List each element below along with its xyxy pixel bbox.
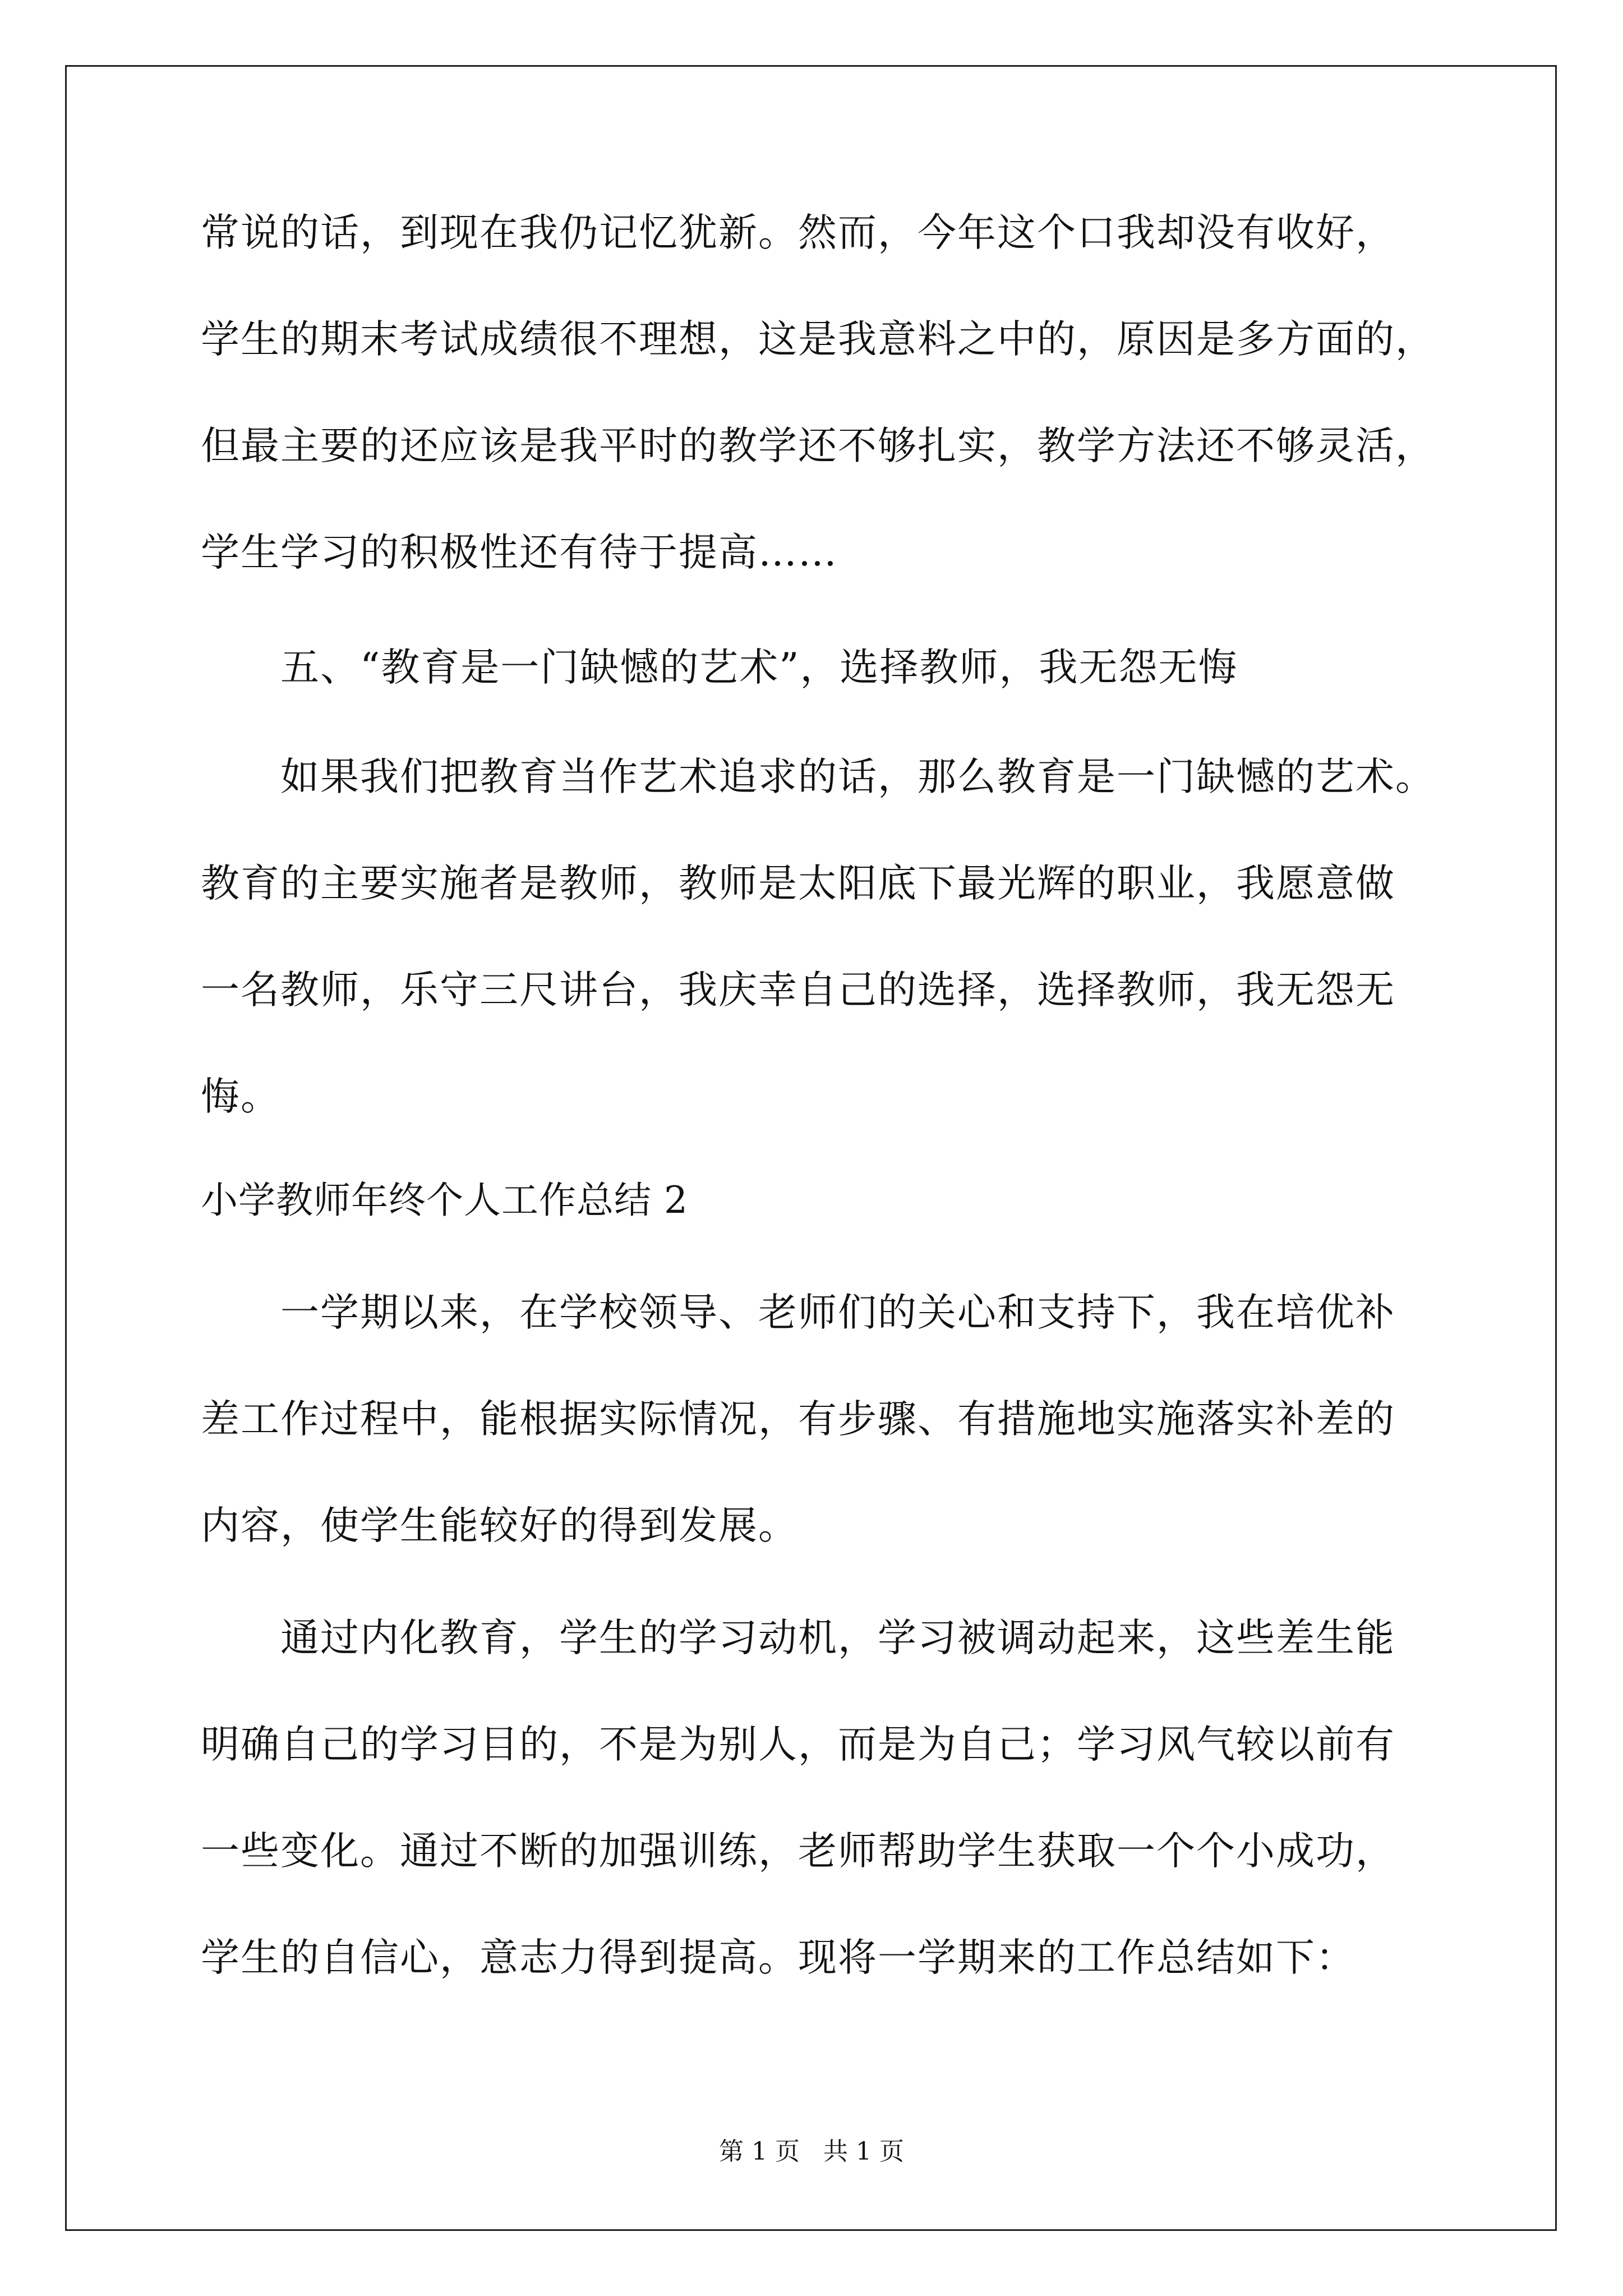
body-line: 教育的主要实施者是教师，教师是太阳底下最光辉的职业，我愿意做 bbox=[201, 861, 1395, 906]
body-line: 但最主要的还应该是我平时的教学还不够扎实，教学方法还不够灵活， bbox=[201, 424, 1435, 468]
page-total: 共 1 页 bbox=[823, 2137, 904, 2166]
body-line: 内容，使学生能较好的得到发展。 bbox=[201, 1503, 798, 1548]
page-number: 第 1 页 bbox=[719, 2137, 800, 2166]
body-line: 悔。 bbox=[201, 1074, 280, 1119]
body-line: 如果我们把教育当作艺术追求的话，那么教育是一门缺憾的艺术。 bbox=[280, 754, 1435, 799]
body-line: 通过内化教育，学生的学习动机，学习被调动起来，这些差生能 bbox=[280, 1616, 1395, 1660]
body-line: 一学期以来，在学校领导、老师们的关心和支持下，我在培优补 bbox=[280, 1290, 1395, 1335]
article-title: 小学教师年终个人工作总结 2 bbox=[201, 1179, 688, 1222]
body-line: 学生的自信心，意志力得到提高。现将一学期来的工作总结如下： bbox=[201, 1935, 1355, 1980]
body-line: 学生学习的积极性还有待于提高…… bbox=[201, 530, 838, 575]
section-heading: 五、“教育是一门缺憾的艺术”，选择教师，我无怨无悔 bbox=[280, 645, 1238, 690]
page-footer bbox=[0, 2138, 1623, 2166]
body-line: 学生的期末考试成绩很不理想，这是我意料之中的，原因是多方面的， bbox=[201, 317, 1435, 362]
body-line: 差工作过程中，能根据实际情况，有步骤、有措施地实施落实补差的 bbox=[201, 1397, 1395, 1442]
body-line: 明确自己的学习目的，不是为别人，而是为自己；学习风气较以前有 bbox=[201, 1722, 1395, 1767]
page-border bbox=[65, 65, 1557, 2231]
body-line: 常说的话，到现在我仍记忆犹新。然而，今年这个口我却没有收好， bbox=[201, 210, 1395, 255]
body-line: 一些变化。通过不断的加强训练，老师帮助学生获取一个个小成功， bbox=[201, 1829, 1395, 1874]
body-line: 一名教师，乐守三尺讲台，我庆幸自己的选择，选择教师，我无怨无 bbox=[201, 968, 1395, 1013]
